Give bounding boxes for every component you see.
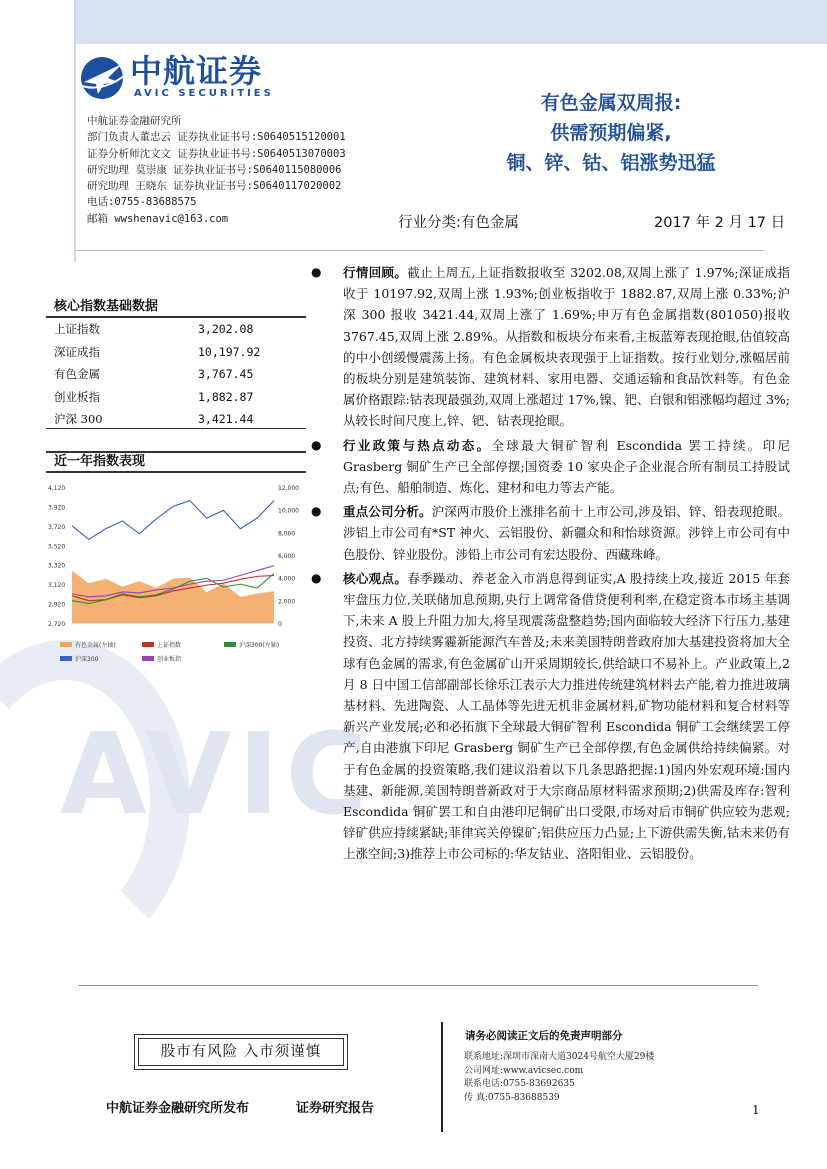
bullet-dot-icon: ● <box>311 437 322 452</box>
bullet-dot-icon: ● <box>311 504 322 519</box>
bullet-dot-icon: ● <box>311 265 322 279</box>
report-type: 证券研究报告 <box>296 1101 375 1116</box>
left-axis-tick: 3,120 <box>48 582 66 590</box>
disclaimer-note: 请务必阅读正文后的免责声明部分 <box>465 1030 623 1042</box>
left-axis-tick: 2,920 <box>48 601 66 609</box>
info-line: 研究助理 莫崇康 证券执业证书号:S0640115080006 <box>87 163 342 176</box>
right-axis-tick: 4,000 <box>278 575 296 583</box>
right-axis-tick: 12,000 <box>278 485 299 492</box>
legend-swatch <box>142 642 154 647</box>
institute-info <box>87 113 387 227</box>
left-axis-tick: 3,520 <box>48 543 66 551</box>
header-band <box>75 0 827 44</box>
summary-bullets <box>311 262 790 868</box>
bullet-item <box>311 501 790 565</box>
index-name: 上证指数 <box>54 322 100 336</box>
index-value: 3,202.08 <box>198 322 254 336</box>
index-chart <box>46 473 306 681</box>
bullet-head: 重点公司分析。 <box>343 504 432 520</box>
right-axis-tick: 10,000 <box>278 507 299 515</box>
info-line: 电话:0755-83688575 <box>87 196 197 209</box>
legend-swatch <box>60 656 72 661</box>
legend-label: 上证指数 <box>157 642 182 649</box>
legend-swatch <box>142 656 154 661</box>
series-line-创业板指 <box>72 501 274 540</box>
plane-logo-icon <box>78 52 128 102</box>
right-axis-tick: 6,000 <box>278 553 296 560</box>
table-row <box>46 386 306 409</box>
bullet-body: 截止上周五,上证指数报收至 3202.08,双周上涨了 1.97%;深证成指收于 10197.92,双周上涨 1.93%;创业板指收于 1882.87,双周上涨 0.33%;沪深 300 报收 3421.44,双周上涨了 1.69%;申万有色金属指数(801050)报收 3767.45,双周上涨 2.89%。从指数和板块分布来看,主板蓝筹表现抢眼,估值较高的中小创缓慢震荡上扬。有色金属板块表现强于上证指数。按行业划分,涨幅居前的板块分别是建筑装饰、建筑材料、家用电器、交通运输和食品饮料等。有色金属价格跟踪:钴表现最强劲,双周上涨超过 17%,镍、钯、白银和铝涨幅均超过 3%;从较长时间尺度上,锌、钯、钴表现抢眼。 <box>343 265 790 429</box>
info-line: 部门负责人董忠云 证券执业证书号:S0640515120001 <box>87 131 346 144</box>
brand-name-en: AVIC SECURITIES <box>134 88 274 99</box>
contact-line: 传 真:0755-83688539 <box>464 1092 560 1103</box>
right-axis-tick: 2,000 <box>278 598 296 606</box>
info-line: 中航证券金融研究所 <box>87 115 182 127</box>
left-axis-tick: 3,320 <box>48 562 66 570</box>
info-line: 邮箱 wwshenavic@163.com <box>87 212 229 225</box>
chart-section-title: 近一年指数表现 <box>46 451 306 473</box>
footer-rule <box>78 985 758 986</box>
report-date: 2017 年 2 月 17 日 <box>654 215 786 231</box>
info-line: 证券分析师沈文文 证券执业证书号:S0640513070003 <box>87 147 346 160</box>
industry-label: 行业分类:有色金属 <box>398 215 519 231</box>
bullet-body: 沪深两市股价上涨排名前十上市公司,涉及铝、锌、铅表现抢眼。涉铝上市公司有*ST 神火、云铝股份、新疆众和和怡球资源。涉锌上市公司有中色股份、锌业股份。涉铅上市公司有宏达股份、西藏珠峰。 <box>343 504 790 562</box>
risk-warning-text: 股市有风险 入市须谨慎 <box>138 1038 344 1066</box>
risk-warning-box <box>134 1034 348 1070</box>
watermark-text: AVIC <box>60 710 374 840</box>
left-axis-tick: 4,120 <box>48 485 66 492</box>
legend-label: 创业板指 <box>157 656 182 663</box>
index-value: 3,421.44 <box>198 412 254 426</box>
left-rule <box>74 0 76 262</box>
contact-line: 联系电话:0755-83692635 <box>464 1079 575 1090</box>
legend-swatch <box>60 642 72 647</box>
index-name: 有色金属 <box>54 367 100 381</box>
bullet-item <box>311 568 790 865</box>
bullet-item <box>311 262 790 432</box>
legend-swatch <box>224 642 236 647</box>
contact-line: 联系地址:深圳市深南大道3024号航空大厦29楼 <box>464 1052 655 1062</box>
bullet-body: 全球最大铜矿智利 Escondida 罢工持续。印尼 Grasberg 铜矿生产已全部停摆;国资委 10 家央企子企业混合所有制员工持股试点;有色、船舶制造、炼化、建材和电力等去产能。 <box>343 437 790 496</box>
report-title <box>440 88 782 178</box>
table-title: 核心指数基础数据 <box>46 298 306 318</box>
title-line: 供需预期偏紧, <box>550 122 672 144</box>
brand-name-cn: 中航证券 <box>130 52 263 90</box>
contact-info <box>464 1051 654 1105</box>
table-row <box>46 363 306 386</box>
info-line: 研究助理 王晓东 证券执业证书号:S0640117020002 <box>87 180 342 193</box>
legend-label: 沪深300(左轴) <box>239 642 280 649</box>
title-line: 铜、锌、钴、铝涨势迅猛 <box>506 152 716 174</box>
bullet-item <box>311 435 790 499</box>
index-data-table <box>46 298 306 429</box>
left-axis-tick: 3,920 <box>48 504 66 512</box>
right-axis-tick: 0 <box>278 621 282 628</box>
index-name: 深证成指 <box>54 344 100 359</box>
table-row <box>46 341 306 364</box>
table-row <box>46 318 306 341</box>
legend-label: 沪深300 <box>75 656 99 663</box>
legend-label: 有色金属(左轴) <box>75 642 116 649</box>
publisher: 中航证券金融研究所发布 <box>106 1101 250 1116</box>
index-value: 1,882.87 <box>198 389 254 404</box>
contact-line: 公司网址:www.avicsec.com <box>464 1065 584 1076</box>
right-axis-tick: 8,000 <box>278 530 296 538</box>
footer-separator <box>441 1022 443 1132</box>
index-name: 创业板指 <box>54 389 100 404</box>
left-axis-tick: 3,720 <box>48 523 66 531</box>
title-line: 有色金属双周报: <box>540 92 682 114</box>
header-divider <box>76 250 764 251</box>
index-value: 10,197.92 <box>198 344 261 359</box>
table-row <box>46 408 306 431</box>
left-axis-tick: 2,720 <box>48 621 66 628</box>
bullet-body: 春季躁动、养老金入市消息得到证实,A 股持续上攻,接近 2015 年套牢盘压力位,关联储加息预期,央行上调常备借贷便利利率,在稳定资本市场主基调下,未来 A 股上升阻力加大,将呈现震荡盘整趋势;国内面临较大经济下行压力,基建投资、北方持续雾霾新能源汽车普及;未来美国特朗普政府加大基建投资将加大全球有色金属的需求,有色金属矿山开采周期较长,供给缺口不易补上。产业政策上,2 月 8 日中国工信部副部长徐乐江表示大力推进传统建筑材料去产能,着力推进玻璃基材料、先进陶瓷、人工晶体等先进无机非金属材料,矿物功能材料和复合材料等新兴产业发展;必和必拓旗下全球最大铜矿智利 Escondida 铜矿工会继续罢工停产,自由港旗下印尼 Grasberg 铜矿生产已全部停摆,有色金属供给持续偏紧。对于有色金属的投资策略,我们建议沿着以下几条思路把握:1)国内外宏观环境:国内基建、新能源,美国特朗普新政对于大宗商品原材料需求预期;2)供需及库存:智利 Escondida 铜矿罢工和自由港印尼铜矿出口受限,市场对后市铜矿供应较为悲观;锌矿供应持续紧缺;菲律宾关停镍矿;铝供应压力凸显;上下游供需失衡,钴未来仍有上涨空间;3)推荐上市公司标的:华友钴业、洛阳钼业、云铝股份。 <box>343 570 790 862</box>
bullet-dot-icon: ● <box>311 570 322 585</box>
bullet-head: 行情回顾。 <box>343 265 408 280</box>
bullet-head: 核心观点。 <box>343 570 408 586</box>
index-chart-box <box>46 451 306 681</box>
index-name: 沪深 300 <box>54 412 103 426</box>
brand-logo <box>78 52 298 102</box>
page-number: 1 <box>752 1103 760 1117</box>
index-value: 3,767.45 <box>198 367 254 381</box>
bullet-head: 行业政策与热点动态。 <box>343 437 492 453</box>
